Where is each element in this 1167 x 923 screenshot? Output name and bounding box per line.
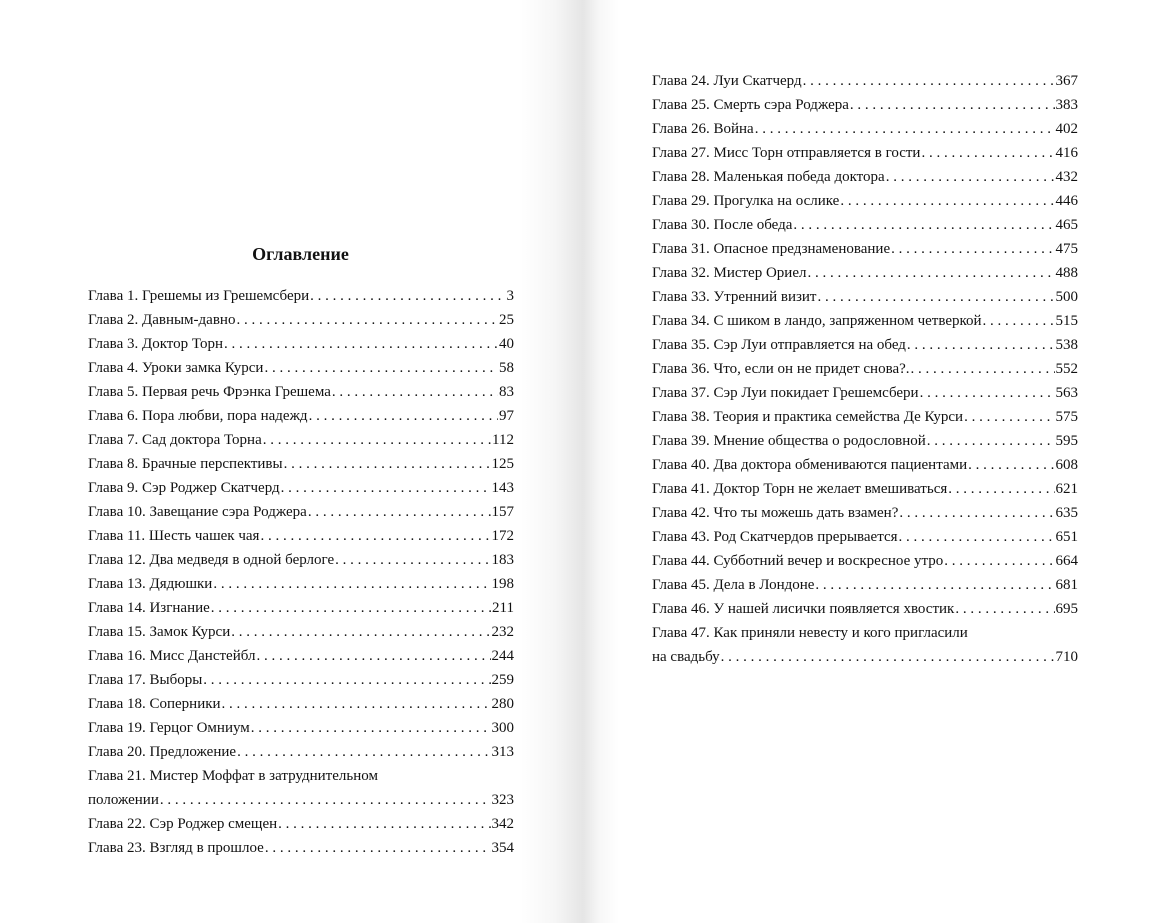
dot-leader bbox=[222, 692, 491, 716]
toc-entry[interactable] bbox=[652, 117, 1078, 141]
toc-entry-title: Глава 4. Уроки замка Курси bbox=[88, 360, 264, 376]
toc-entry-page: 232 bbox=[491, 624, 514, 640]
toc-entry-title: Глава 11. Шесть чашек чая bbox=[88, 528, 260, 544]
toc-entry-page: 143 bbox=[491, 480, 514, 496]
toc-entry-page: 416 bbox=[1055, 145, 1078, 161]
toc-entry-page: 83 bbox=[499, 384, 514, 400]
toc-entry[interactable] bbox=[652, 69, 1078, 93]
toc-entry[interactable] bbox=[88, 308, 514, 332]
toc-entry-title: Глава 29. Прогулка на ослике bbox=[652, 193, 840, 209]
dot-leader bbox=[721, 645, 1055, 669]
dot-leader bbox=[755, 117, 1055, 141]
toc-entry-title: Глава 36. Что, если он не придет снова?. bbox=[652, 361, 910, 377]
dot-leader bbox=[815, 573, 1054, 597]
toc-entry-title: Глава 20. Предложение bbox=[88, 744, 237, 760]
dot-leader bbox=[231, 620, 490, 644]
toc-entry[interactable] bbox=[88, 836, 514, 860]
toc-entry[interactable] bbox=[88, 644, 514, 668]
toc-entry[interactable] bbox=[652, 309, 1078, 333]
toc-entry-title: Глава 40. Два доктора обмениваются пациентами bbox=[652, 457, 968, 473]
toc-entry[interactable] bbox=[88, 764, 514, 812]
toc-entry-title: Глава 14. Изгнание bbox=[88, 600, 210, 616]
toc-entry-continuation-line bbox=[88, 788, 514, 812]
toc-entry-title: Глава 25. Смерть сэра Роджера bbox=[652, 97, 849, 113]
toc-entry-page: 354 bbox=[491, 840, 514, 856]
toc-entry-page: 575 bbox=[1055, 409, 1078, 425]
toc-entry[interactable] bbox=[652, 429, 1078, 453]
toc-entry[interactable] bbox=[652, 525, 1078, 549]
toc-entry[interactable] bbox=[88, 524, 514, 548]
toc-entry-title: Глава 33. Утренний визит bbox=[652, 289, 817, 305]
toc-entry-title: Глава 24. Луи Скатчерд bbox=[652, 73, 802, 89]
dot-leader bbox=[920, 381, 1055, 405]
toc-entry-page: 595 bbox=[1055, 433, 1078, 449]
toc-entry-title: Глава 16. Мисс Данстейбл bbox=[88, 648, 256, 664]
dot-leader bbox=[840, 189, 1054, 213]
toc-entry-page: 475 bbox=[1055, 241, 1078, 257]
toc-entry-page: 432 bbox=[1055, 169, 1078, 185]
toc-entry[interactable] bbox=[652, 453, 1078, 477]
dot-leader bbox=[211, 596, 491, 620]
dot-leader bbox=[886, 165, 1055, 189]
toc-entry-title-cont: положении bbox=[88, 792, 159, 808]
toc-entry-title: Глава 5. Первая речь Фрэнка Грешема bbox=[88, 384, 331, 400]
toc-entry-title: Глава 42. Что ты можешь дать взамен? bbox=[652, 505, 899, 521]
page-gutter-shadow-left bbox=[520, 0, 583, 923]
toc-entry-page: 313 bbox=[491, 744, 514, 760]
toc-entry-page: 695 bbox=[1055, 601, 1078, 617]
dot-leader bbox=[891, 237, 1054, 261]
toc-entry-title: Глава 45. Дела в Лондоне bbox=[652, 577, 815, 593]
toc-entry[interactable] bbox=[652, 549, 1078, 573]
toc-entry-page: 515 bbox=[1055, 313, 1078, 329]
toc-entry-title: Глава 13. Дядюшки bbox=[88, 576, 213, 592]
toc-entry-title: Глава 28. Маленькая победа доктора bbox=[652, 169, 885, 185]
toc-entry-title: Глава 34. С шиком в ландо, запряженном четверкой bbox=[652, 313, 982, 329]
toc-entry[interactable] bbox=[652, 261, 1078, 285]
toc-entry-title-line: Глава 21. Мистер Моффат в затруднительном bbox=[88, 768, 378, 784]
toc-entry-page: 664 bbox=[1055, 553, 1078, 569]
toc-entry[interactable] bbox=[652, 405, 1078, 429]
toc-entry-page: 651 bbox=[1055, 529, 1078, 545]
toc-entry[interactable] bbox=[88, 428, 514, 452]
toc-entry[interactable] bbox=[652, 501, 1078, 525]
dot-leader bbox=[310, 284, 505, 308]
toc-entry[interactable] bbox=[652, 141, 1078, 165]
dot-leader bbox=[265, 836, 491, 860]
toc-entry-title: Глава 46. У нашей лисички появляется хвостик bbox=[652, 601, 955, 617]
toc-entry[interactable] bbox=[88, 716, 514, 740]
toc-entry-title: Глава 6. Пора любви, пора надежд bbox=[88, 408, 308, 424]
dot-leader bbox=[251, 716, 491, 740]
toc-entry-title: Глава 8. Брачные перспективы bbox=[88, 456, 283, 472]
dot-leader bbox=[264, 356, 498, 380]
dot-leader bbox=[907, 333, 1055, 357]
toc-entry[interactable] bbox=[88, 572, 514, 596]
toc-entry-title: Глава 1. Грешемы из Грешемсбери bbox=[88, 288, 310, 304]
dot-leader bbox=[263, 428, 491, 452]
toc-entry[interactable] bbox=[652, 165, 1078, 189]
toc-entry-title: Глава 10. Завещание сэра Роджера bbox=[88, 504, 307, 520]
dot-leader bbox=[921, 141, 1054, 165]
toc-entry[interactable] bbox=[88, 452, 514, 476]
toc-entry-title: Глава 17. Выборы bbox=[88, 672, 203, 688]
dot-leader bbox=[260, 524, 490, 548]
toc-entry[interactable] bbox=[652, 621, 1078, 669]
toc-entry-title: Глава 30. После обеда bbox=[652, 217, 793, 233]
dot-leader bbox=[281, 476, 491, 500]
toc-entry-page: 367 bbox=[1055, 73, 1078, 89]
toc-entry-title: Глава 23. Взгляд в прошлое bbox=[88, 840, 264, 856]
toc-entry-page: 446 bbox=[1055, 193, 1078, 209]
toc-entry-page: 383 bbox=[1055, 97, 1078, 113]
toc-entry-title: Глава 35. Сэр Луи отправляется на обед bbox=[652, 337, 906, 353]
toc-entry-page: 259 bbox=[491, 672, 514, 688]
toc-entry-page: 244 bbox=[491, 648, 514, 664]
dot-leader bbox=[256, 644, 490, 668]
toc-entry[interactable] bbox=[652, 189, 1078, 213]
toc-entry-title: Глава 41. Доктор Торн не желает вмешиваться bbox=[652, 481, 948, 497]
dot-leader bbox=[817, 285, 1054, 309]
toc-entry[interactable] bbox=[88, 740, 514, 764]
toc-entry[interactable] bbox=[88, 692, 514, 716]
toc-entry[interactable] bbox=[652, 381, 1078, 405]
toc-entry-page: 172 bbox=[491, 528, 514, 544]
toc-entry[interactable] bbox=[88, 548, 514, 572]
toc-entry-page: 112 bbox=[492, 432, 514, 448]
toc-entry[interactable] bbox=[88, 476, 514, 500]
toc-entry-title: Глава 2. Давным-давно bbox=[88, 312, 236, 328]
toc-entry[interactable] bbox=[88, 404, 514, 428]
page-gutter-shadow-right bbox=[583, 0, 619, 923]
toc-entry[interactable] bbox=[88, 620, 514, 644]
toc-entry-title: Глава 9. Сэр Роджер Скатчерд bbox=[88, 480, 280, 496]
toc-entry-page: 125 bbox=[491, 456, 514, 472]
dot-leader bbox=[793, 213, 1054, 237]
left-page bbox=[0, 0, 583, 923]
toc-entry-page: 563 bbox=[1055, 385, 1078, 401]
toc-entry-page: 488 bbox=[1055, 265, 1078, 281]
toc-entry-page: 635 bbox=[1055, 505, 1078, 521]
toc-entry[interactable] bbox=[88, 356, 514, 380]
toc-entry[interactable] bbox=[652, 333, 1078, 357]
toc-entry-page: 465 bbox=[1055, 217, 1078, 233]
toc-entry-page: 621 bbox=[1055, 481, 1078, 497]
toc-entry-title: Глава 38. Теория и практика семейства Де Курси bbox=[652, 409, 964, 425]
toc-entry-page: 157 bbox=[491, 504, 514, 520]
toc-entry-title-line: Глава 47. Как приняли невесту и кого пригласили bbox=[652, 625, 968, 641]
dot-leader bbox=[335, 548, 490, 572]
toc-entry-page: 552 bbox=[1055, 361, 1078, 377]
toc-entry[interactable] bbox=[652, 285, 1078, 309]
toc-entry-title: Глава 3. Доктор Торн bbox=[88, 336, 223, 352]
dot-leader bbox=[948, 477, 1054, 501]
toc-entry-title-cont: на свадьбу bbox=[652, 649, 720, 665]
toc-entry-page: 608 bbox=[1055, 457, 1078, 473]
dot-leader bbox=[899, 525, 1055, 549]
toc-entry[interactable] bbox=[652, 93, 1078, 117]
toc-entry-page: 300 bbox=[491, 720, 514, 736]
toc-entry-title: Глава 32. Мистер Ориел bbox=[652, 265, 807, 281]
toc-entry[interactable] bbox=[88, 284, 514, 308]
toc-entry-page: 198 bbox=[491, 576, 514, 592]
dot-leader bbox=[236, 308, 498, 332]
toc-entry[interactable] bbox=[652, 477, 1078, 501]
toc-entry-page: 280 bbox=[491, 696, 514, 712]
toc-entry[interactable] bbox=[88, 596, 514, 620]
dot-leader bbox=[955, 597, 1054, 621]
toc-entry[interactable] bbox=[652, 357, 1078, 381]
toc-entry-page: 3 bbox=[506, 288, 514, 304]
toc-entry[interactable] bbox=[88, 332, 514, 356]
toc-entry-title: Глава 39. Мнение общества о родословной bbox=[652, 433, 926, 449]
toc-entry-title: Глава 43. Род Скатчердов прерывается bbox=[652, 529, 898, 545]
toc-entry-page: 40 bbox=[499, 336, 514, 352]
toc-list-left bbox=[88, 284, 514, 860]
toc-entry-page: 323 bbox=[491, 792, 514, 808]
toc-entry-title: Глава 44. Субботний вечер и воскресное утро bbox=[652, 553, 944, 569]
toc-entry-page: 211 bbox=[492, 600, 514, 616]
dot-leader bbox=[224, 332, 498, 356]
toc-entry-page: 97 bbox=[499, 408, 514, 424]
toc-entry-page: 183 bbox=[491, 552, 514, 568]
toc-entry-page: 58 bbox=[499, 360, 514, 376]
toc-entry[interactable] bbox=[652, 597, 1078, 621]
dot-leader bbox=[213, 572, 490, 596]
dot-leader bbox=[203, 668, 490, 692]
dot-leader bbox=[983, 309, 1055, 333]
dot-leader bbox=[309, 404, 498, 428]
dot-leader bbox=[899, 501, 1054, 525]
toc-entry[interactable] bbox=[652, 237, 1078, 261]
dot-leader bbox=[911, 357, 1055, 381]
toc-entry-title: Глава 7. Сад доктора Торна bbox=[88, 432, 262, 448]
toc-entry-title: Глава 31. Опасное предзнаменование bbox=[652, 241, 891, 257]
toc-entry-title: Глава 27. Мисс Торн отправляется в гости bbox=[652, 145, 921, 161]
dot-leader bbox=[278, 812, 490, 836]
toc-entry-title: Глава 18. Соперники bbox=[88, 696, 221, 712]
toc-entry[interactable] bbox=[88, 380, 514, 404]
toc-entry-title: Глава 15. Замок Курси bbox=[88, 624, 231, 640]
dot-leader bbox=[803, 69, 1055, 93]
toc-entry[interactable] bbox=[88, 812, 514, 836]
toc-entry-title: Глава 12. Два медведя в одной берлоге bbox=[88, 552, 335, 568]
dot-leader bbox=[964, 405, 1054, 429]
toc-entry-title: Глава 19. Герцог Омниум bbox=[88, 720, 250, 736]
toc-entry[interactable] bbox=[88, 668, 514, 692]
toc-entry-page: 538 bbox=[1055, 337, 1078, 353]
dot-leader bbox=[308, 500, 491, 524]
dot-leader bbox=[850, 93, 1055, 117]
toc-entry-title: Глава 37. Сэр Луи покидает Грешемсбери bbox=[652, 385, 919, 401]
toc-entry-page: 25 bbox=[499, 312, 514, 328]
toc-entry-continuation-line bbox=[652, 645, 1078, 669]
toc-entry-page: 710 bbox=[1055, 649, 1078, 665]
dot-leader bbox=[160, 788, 491, 812]
toc-entry-page: 402 bbox=[1055, 121, 1078, 137]
dot-leader bbox=[927, 429, 1055, 453]
toc-heading: Оглавление bbox=[252, 244, 349, 264]
dot-leader bbox=[332, 380, 498, 404]
toc-entry[interactable] bbox=[652, 573, 1078, 597]
dot-leader bbox=[968, 453, 1054, 477]
toc-entry-page: 500 bbox=[1055, 289, 1078, 305]
toc-entry-page: 342 bbox=[491, 816, 514, 832]
toc-entry[interactable] bbox=[652, 213, 1078, 237]
dot-leader bbox=[284, 452, 491, 476]
dot-leader bbox=[944, 549, 1054, 573]
toc-entry-title: Глава 26. Война bbox=[652, 121, 754, 137]
dot-leader bbox=[807, 261, 1054, 285]
dot-leader bbox=[237, 740, 490, 764]
toc-entry-title: Глава 22. Сэр Роджер смещен bbox=[88, 816, 278, 832]
toc-entry[interactable] bbox=[88, 500, 514, 524]
toc-list-right bbox=[652, 69, 1078, 669]
toc-entry-page: 681 bbox=[1055, 577, 1078, 593]
